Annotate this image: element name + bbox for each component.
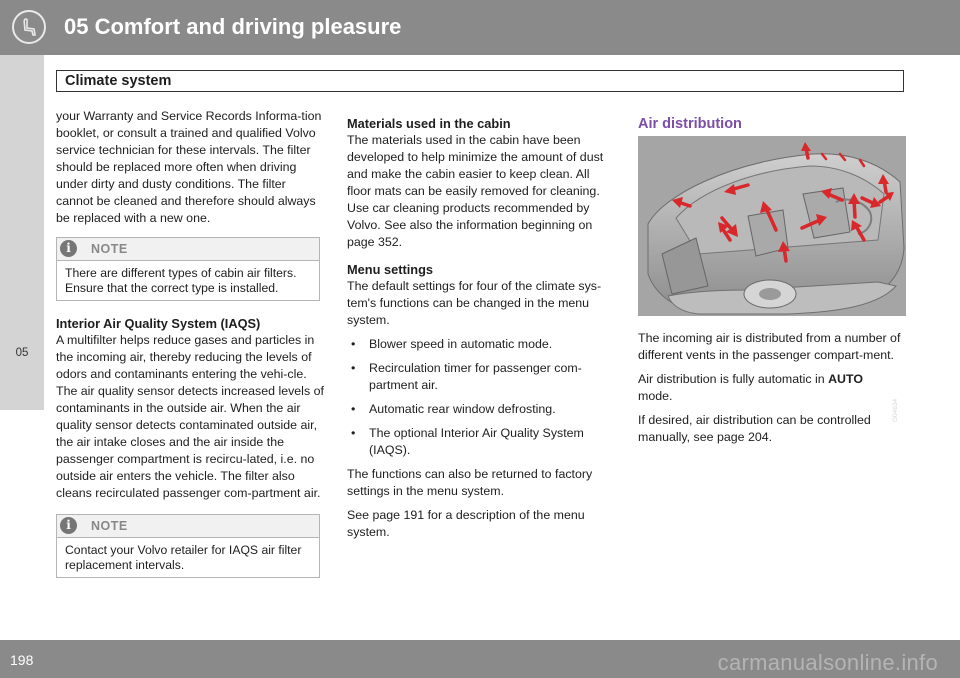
info-icon: i	[60, 240, 77, 257]
auto-mode-paragraph	[638, 371, 906, 405]
auto-mode-suffix: mode.	[638, 389, 673, 403]
note-label: NOTE	[91, 242, 128, 256]
intro-paragraph: your Warranty and Service Records Informa-tion booklet, or consult a trained and qualified Volvo service technician for these intervals. The filter should be replaced more often when driving under dirty and dusty conditions. The filter cannot be cleaned and therefore should always be replaced with a new one.	[56, 109, 322, 225]
iaqs-paragraph: A multifilter helps reduce gases and particles in the incoming air, thereby reducing the levels of odors and contaminants entering the vehi-cle. The air quality sensor detects increased levels of contaminants in the outside air. When the air quality sensor detects contaminated outside air, the air intake closes and the air inside the passenger compartment is recircu-lated, i.e. no outside air enters the vehicle. The filter also cleans recirculated passenger com-partment air.	[56, 333, 324, 500]
list-item: • The optional Interior Air Quality System (IAQS).	[347, 425, 615, 459]
column-1	[56, 108, 322, 234]
chapter-sidebar	[0, 55, 44, 410]
note-label: NOTE	[91, 519, 128, 533]
column-3	[638, 330, 906, 453]
note-text: Contact your Volvo retailer for IAQS air filter replacement intervals.	[65, 543, 302, 572]
chapter-number: 05	[15, 347, 29, 359]
materials-paragraph: The materials used in the cabin have been developed to help minimize the amount of dust and make the cabin easier to keep clean. All floor mats can be easily removed for cleaning. Use car cleaning products recommended by Volvo. See also the information beginning on page 352.	[347, 133, 604, 249]
note-text: There are different types of cabin air filters. Ensure that the correct type is installed.	[65, 266, 297, 295]
column-2	[347, 116, 615, 548]
page-number: 198	[10, 652, 34, 668]
note-header	[57, 238, 319, 261]
menu-settings-heading: Menu settings	[347, 262, 434, 277]
seat-icon	[12, 10, 46, 44]
figure-code: G04634	[892, 398, 899, 422]
list-item: • Automatic rear window defrosting.	[347, 401, 615, 418]
chapter-title: 05 Comfort and driving pleasure	[64, 14, 402, 39]
factory-reset-paragraph: The functions can also be returned to factory settings in the menu system.	[347, 467, 593, 498]
menu-settings-paragraph: The default settings for four of the climate sys-tem's functions can be changed in the menu system.	[347, 279, 602, 327]
iaqs-section	[56, 316, 324, 509]
iaqs-heading: Interior Air Quality System (IAQS)	[56, 316, 261, 331]
section-title: Climate system	[56, 70, 904, 92]
note-box-filters	[56, 237, 320, 301]
air-distribution-paragraph: The incoming air is distributed from a number of different vents in the passenger compart-ment.	[638, 331, 901, 362]
note-header	[57, 515, 319, 538]
list-item: • Blower speed in automatic mode.	[347, 336, 615, 353]
list-item: • Recirculation timer for passenger com-partment air.	[347, 360, 615, 394]
auto-mode-prefix: Air distribution is fully automatic in	[638, 372, 829, 386]
air-distribution-heading: Air distribution	[638, 116, 742, 132]
materials-heading: Materials used in the cabin	[347, 116, 511, 131]
info-icon: i	[60, 517, 77, 534]
settings-list	[347, 336, 615, 459]
page-header	[0, 0, 960, 55]
page-footer	[0, 640, 960, 678]
manual-control-paragraph: If desired, air distribution can be controlled manually, see page 204.	[638, 413, 871, 444]
watermark: carmanualsonline.info	[717, 650, 938, 675]
menu-reference-paragraph: See page 191 for a description of the menu system.	[347, 508, 585, 539]
note-box-iaqs	[56, 514, 320, 578]
auto-label: AUTO	[828, 372, 863, 386]
